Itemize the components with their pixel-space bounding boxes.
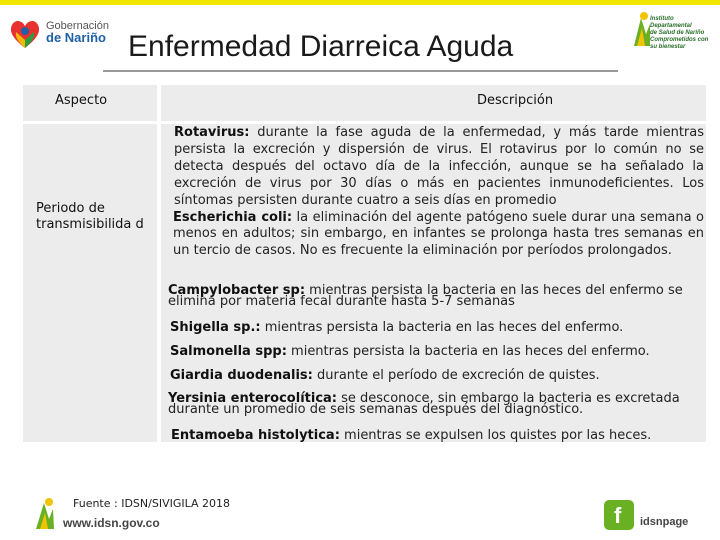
page-title: Enfermedad Diarreica Aguda — [128, 30, 514, 63]
entry-text: mientras se expulsen los quistes por las heces. — [339, 428, 652, 443]
logo-left-line2: de Nariño — [46, 30, 106, 45]
idsn-logo-text — [650, 16, 716, 51]
entry-salmonella — [170, 344, 700, 359]
entry-text: se desconoce, sin embargo la bacteria es excretada durante un promedio de seis semanas después del diagnóstico. — [168, 391, 680, 417]
idsn-footer-logo-icon — [32, 497, 62, 531]
entry-name: Yersinia enterocolítica: — [168, 391, 337, 406]
entry-text: mientras persista la bacteria en las heces del enfermo. — [260, 320, 624, 335]
entry-text: la eliminación del agente patógeno suele durar una semana o menos en adultos; sin embargo, en infantes se prolonga hasta tres semanas en un tercio de casos. No es frecuente la eliminación por períodos prolongados. — [173, 209, 704, 259]
top-accent-bar — [0, 0, 720, 5]
idsn-line1: Instituto — [650, 16, 674, 22]
entry-rotavirus — [174, 125, 704, 210]
body-cell-aspect — [23, 124, 157, 442]
entry-name: Salmonella spp: — [170, 344, 287, 359]
idsn-logo — [628, 10, 716, 56]
heart-logo-icon — [8, 18, 42, 50]
entry-text: mientras persista la bacteria en las heces del enfermo se elimina por materia fecal durante hasta 5-7 semanas — [168, 283, 683, 309]
aspect-value: Periodo de transmisibilida d — [36, 201, 144, 232]
facebook-icon[interactable] — [604, 500, 634, 530]
entry-text: durante el período de excreción de quistes. — [312, 368, 600, 383]
entry-name: Rotavirus: — [174, 125, 250, 140]
column-header-aspecto: Aspecto — [55, 93, 108, 108]
entry-name: Giardia duodenalis: — [170, 368, 313, 383]
gobernacion-narino-logo — [8, 16, 108, 52]
idsn-line3: de Salud de Nariño — [650, 30, 705, 36]
entry-campylobacter — [168, 285, 698, 307]
entry-name: Entamoeba histolytica: — [171, 428, 340, 443]
entry-name: Campylobacter sp: — [168, 283, 306, 298]
idsn-line2: Departamental — [650, 23, 692, 29]
logo-left-text — [46, 20, 109, 45]
entry-entamoeba — [171, 428, 701, 443]
facebook-letter: f — [614, 503, 622, 528]
entry-name: Escherichia coli: — [173, 209, 293, 225]
entry-text: durante la fase aguda de la enfermedad, y más tarde mientras persista la excreción y dispersión de virus. El rotavirus por lo común no se detecta después del octavo día de la infección, aunque se ha señalado la excreción de virus por 30 días o más en pacientes inmunodeficientes. Los síntomas persisten durante cuatro a seis días en promedio — [174, 125, 704, 208]
website-link[interactable]: www.idsn.gov.co — [63, 516, 160, 530]
entry-yersinia — [168, 393, 698, 415]
entry-escherichia — [173, 210, 704, 261]
title-underline — [103, 70, 618, 72]
entry-giardia — [170, 368, 700, 383]
logo-left-line1: Gobernación — [46, 20, 109, 32]
entry-name: Shigella sp.: — [170, 320, 261, 335]
facebook-page-link[interactable]: idsnpage — [640, 516, 689, 528]
header-cell-descripcion — [161, 85, 706, 121]
column-header-descripcion: Descripción — [477, 93, 554, 108]
list-item — [174, 125, 704, 260]
source-note: Fuente : IDSN/SIVIGILA 2018 — [73, 497, 231, 510]
entry-text: mientras persista la bacteria en las heces del enfermo. — [286, 344, 650, 359]
entry-shigella — [170, 320, 700, 335]
idsn-line4: Comprometidos con su bienestar — [650, 37, 709, 50]
